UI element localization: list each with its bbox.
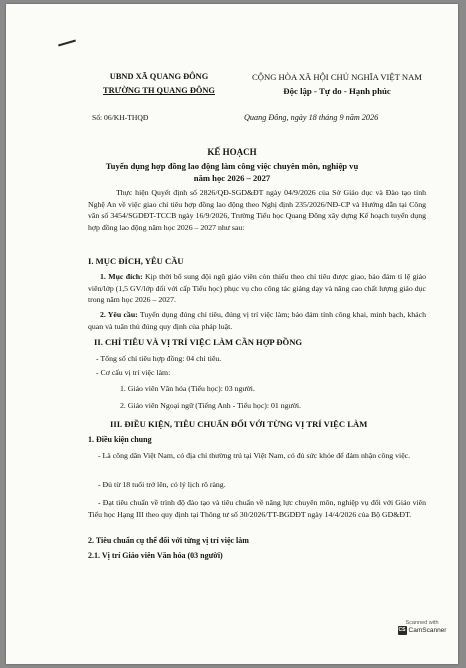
subtitle-line-1: Tuyển dụng hợp đồng lao động làm công việc chuyên môn, nghiệp vụ <box>105 161 359 171</box>
document-title: KẾ HOẠCH <box>207 147 257 157</box>
requirement-label: 2. Yêu cầu: <box>100 310 138 319</box>
purpose-label: 1. Mục đích: <box>100 272 143 281</box>
position-item-1: 1. Giáo viên Văn hóa (Tiểu học): 03 người. <box>120 384 255 393</box>
camscanner-logo-icon: CS <box>398 627 406 633</box>
pen-mark <box>58 40 76 47</box>
requirement-text: Tuyển dụng đúng chỉ tiêu, đúng vị trí việc làm; bảo đảm tính công khai, minh bạch, khách quan và tuân thủ đúng quy định của pháp luật. <box>88 310 426 331</box>
specific-standards-heading: 2. Tiêu chuẩn cụ thể đối với từng vị trí việc làm <box>88 536 249 545</box>
position-2-1-heading: 2.1. Vị trí Giáo viên Văn hóa (03 người) <box>88 551 223 560</box>
condition-1: - Là công dân Việt Nam, có địa chỉ thường trú tại Việt Nam, có đủ sức khỏe để đảm nhận công việc. <box>98 451 411 460</box>
intro-paragraph: Thực hiện Quyết định số 2826/QĐ-SGD&ĐT ngày 04/9/2026 của Sở Giáo dục và Đào tạo tỉnh Nghệ An về việc giao chỉ tiêu hợp đồng lao động theo Nghị định 235/2026/NĐ-CP và Hướng dẫn tại Công văn số 3454/SGDĐT-TCCB ngày 16/9/2026, Trường Tiểu học Quang Đông xây dựng Kế hoạch tuyển dụng hợp đồng lao động năm học 2026 – 2027 như sau: <box>88 188 426 232</box>
section-3-heading: III. ĐIỀU KIỆN, TIÊU CHUẨN ĐỐI VỚI TỪNG VỊ TRÍ VIỆC LÀM <box>110 419 368 429</box>
document-page <box>6 4 458 664</box>
position-structure: - Cơ cấu vị trí việc làm: <box>96 368 171 377</box>
position-item-2: 2. Giáo viên Ngoại ngữ (Tiếng Anh - Tiểu học): 01 người. <box>120 401 301 410</box>
general-conditions-heading: 1. Điều kiện chung <box>88 435 152 444</box>
section-1-heading: I. MỤC ĐÍCH, YÊU CẦU <box>88 256 184 266</box>
scanner-brand-name: CamScanner <box>408 627 447 634</box>
issuer-school: TRƯỜNG TH QUANG ĐÔNG <box>103 86 215 95</box>
scanner-brand <box>394 626 450 635</box>
national-title: CỘNG HÒA XÃ HỘI CHỦ NGHĨA VIỆT NAM <box>252 72 422 82</box>
purpose-paragraph <box>88 271 426 306</box>
scanner-caption: Scanned with <box>405 620 439 626</box>
document-subtitle <box>6 160 458 184</box>
national-header <box>232 70 442 98</box>
national-motto: Độc lập - Tự do - Hạnh phúc <box>283 86 391 96</box>
condition-2: - Đủ từ 18 tuổi trở lên, có lý lịch rõ ràng. <box>98 480 226 489</box>
purpose-text: Kịp thời bổ sung đội ngũ giáo viên còn thiếu theo chỉ tiêu được giao, bảo đảm tỉ lệ giáo viên/lớp (1,5 GV/lớp đối với cấp Tiểu học) phục vụ cho công tác giảng dạy và nâng cao chất lượng giáo dục trong năm học 2026 – 2027. <box>88 272 426 305</box>
scanner-watermark <box>394 620 450 635</box>
issuer-block <box>94 70 224 98</box>
date-line: Quang Đông, ngày 18 tháng 9 năm 2026 <box>244 113 379 122</box>
issuer-commune: UBND XÃ QUANG ĐÔNG <box>109 72 209 81</box>
document-number: Số: 06/KH-THQĐ <box>92 113 149 122</box>
requirement-paragraph <box>88 309 426 332</box>
section-2-heading: II. CHỈ TIÊU VÀ VỊ TRÍ VIỆC LÀM CẦN HỢP ĐỒNG <box>94 337 303 347</box>
condition-3: - Đạt tiêu chuẩn về trình độ đào tạo và tiêu chuẩn về năng lực chuyên môn, nghiệp vụ đối với Giáo viên Tiểu học Hạng III theo quy định tại Thông tư số 30/2026/TT-BGDĐT ngày 14/4/2026 của Bộ GD&ĐT. <box>88 498 426 519</box>
quota-total: - Tổng số chỉ tiêu hợp đồng: 04 chỉ tiêu. <box>96 354 222 363</box>
subtitle-line-2: năm học 2026 – 2027 <box>193 173 271 183</box>
